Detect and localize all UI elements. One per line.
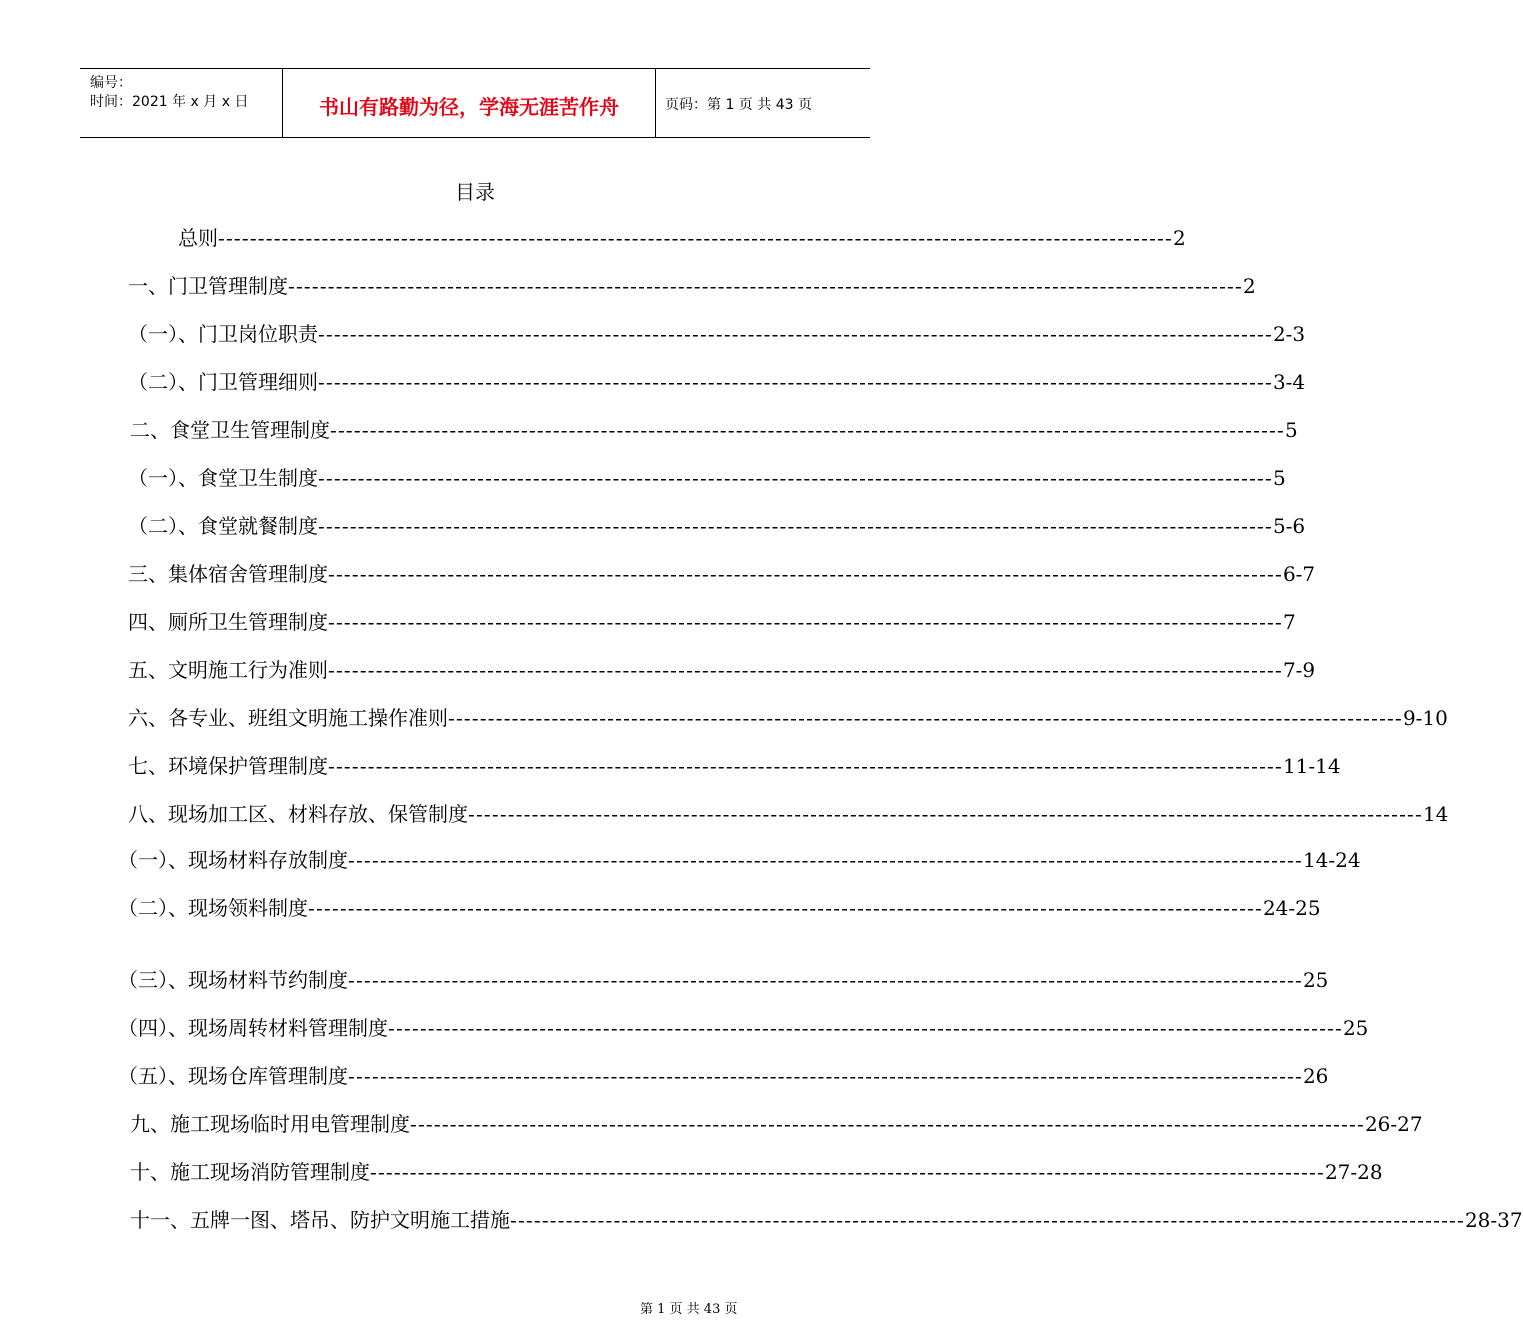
number-label: 编号： bbox=[90, 75, 132, 91]
toc-entry bbox=[128, 560, 1316, 588]
toc-entry bbox=[130, 416, 1298, 444]
toc-entry-page: 14-24 bbox=[1302, 848, 1361, 872]
toc-leader: ------------------------------------------------------------------------------------------------------------------------ bbox=[318, 466, 1273, 490]
toc-entry bbox=[128, 320, 1306, 348]
toc-entry-label: （二）、现场领料制度 bbox=[118, 896, 308, 920]
toc-entry-page: 9-10 bbox=[1402, 706, 1448, 730]
toc-entry bbox=[128, 272, 1256, 300]
toc-leader: ------------------------------------------------------------------------------------------------------------------------ bbox=[348, 848, 1303, 872]
toc-entry-label: （一）、现场材料存放制度 bbox=[118, 848, 348, 872]
toc-leader: ------------------------------------------------------------------------------------------------------------------------ bbox=[388, 1016, 1343, 1040]
toc-leader: ------------------------------------------------------------------------------------------------------------------------ bbox=[318, 322, 1273, 346]
header-page-cell bbox=[655, 69, 870, 137]
toc-entry bbox=[118, 1014, 1369, 1042]
toc-entry bbox=[128, 464, 1286, 492]
toc-entry-page: 2-3 bbox=[1272, 322, 1306, 346]
toc-entry bbox=[128, 512, 1306, 540]
toc-entry-label: 八、现场加工区、材料存放、保管制度 bbox=[128, 802, 468, 826]
toc-leader: ------------------------------------------------------------------------------------------------------------------------ bbox=[328, 658, 1283, 682]
toc-entry-page: 24-25 bbox=[1262, 896, 1321, 920]
toc-entry bbox=[118, 846, 1361, 874]
toc-entry-page: 7 bbox=[1282, 610, 1296, 634]
toc-entry-label: 二、食堂卫生管理制度 bbox=[130, 418, 330, 442]
page-footer: 第 1 页 共 43 页 bbox=[640, 1302, 738, 1317]
toc-entry-label: （三）、现场材料节约制度 bbox=[118, 968, 348, 992]
toc-entry-label: （一）、门卫岗位职责 bbox=[128, 322, 318, 346]
toc-leader: ------------------------------------------------------------------------------------------------------------------------ bbox=[328, 562, 1283, 586]
toc-entry-page: 25 bbox=[1342, 1016, 1369, 1040]
toc-leader: ------------------------------------------------------------------------------------------------------------------------ bbox=[328, 610, 1283, 634]
toc-entry-page: 5 bbox=[1272, 466, 1286, 490]
toc-entry-label: （四）、现场周转材料管理制度 bbox=[118, 1016, 388, 1040]
toc-leader: ------------------------------------------------------------------------------------------------------------------------ bbox=[318, 370, 1273, 394]
toc-entry-page: 14 bbox=[1422, 802, 1449, 826]
toc-leader: ------------------------------------------------------------------------------------------------------------------------ bbox=[318, 514, 1273, 538]
toc-entry-page: 25 bbox=[1302, 968, 1329, 992]
toc-leader: ------------------------------------------------------------------------------------------------------------------------ bbox=[468, 802, 1423, 826]
toc-leader: ------------------------------------------------------------------------------------------------------------------------ bbox=[510, 1208, 1465, 1232]
toc-leader: ------------------------------------------------------------------------------------------------------------------------ bbox=[410, 1112, 1365, 1136]
toc-entry-page: 2 bbox=[1172, 226, 1186, 250]
header-motto-cell bbox=[282, 69, 656, 137]
toc-leader: ------------------------------------------------------------------------------------------------------------------------ bbox=[288, 274, 1243, 298]
toc-entry bbox=[128, 656, 1316, 684]
page-info: 页码：第 1 页 共 43 页 bbox=[665, 97, 812, 113]
header-meta-cell bbox=[80, 69, 282, 137]
toc-entry-label: （二）、门卫管理细则 bbox=[128, 370, 318, 394]
toc-entry-label: 十一、五牌一图、塔吊、防护文明施工措施 bbox=[130, 1208, 510, 1232]
toc-entry bbox=[130, 1158, 1383, 1186]
toc-entry-label: 四、厕所卫生管理制度 bbox=[128, 610, 328, 634]
toc-entry-page: 26 bbox=[1302, 1064, 1329, 1088]
toc-entry-label: 九、施工现场临时用电管理制度 bbox=[130, 1112, 410, 1136]
toc-entry bbox=[128, 608, 1296, 636]
toc-entry bbox=[118, 894, 1321, 922]
toc-entry-label: 总则 bbox=[178, 226, 218, 250]
toc-leader: ------------------------------------------------------------------------------------------------------------------------ bbox=[348, 968, 1303, 992]
toc-entry-label: （二）、食堂就餐制度 bbox=[128, 514, 318, 538]
toc-leader: ------------------------------------------------------------------------------------------------------------------------ bbox=[308, 896, 1263, 920]
toc-entry-page: 2 bbox=[1242, 274, 1256, 298]
toc-entry-page: 26-27 bbox=[1364, 1112, 1423, 1136]
toc-leader: ------------------------------------------------------------------------------------------------------------------------ bbox=[370, 1160, 1325, 1184]
toc-entry bbox=[118, 1062, 1329, 1090]
toc-entry-label: 一、门卫管理制度 bbox=[128, 274, 288, 298]
toc-entry bbox=[128, 368, 1306, 396]
motto-text: 书山有路勤为径，学海无涯苦作舟 bbox=[319, 95, 619, 119]
toc-entry-page: 5 bbox=[1284, 418, 1298, 442]
toc-leader: ------------------------------------------------------------------------------------------------------------------------ bbox=[448, 706, 1403, 730]
toc-entry bbox=[128, 752, 1341, 780]
toc-entry bbox=[178, 224, 1186, 252]
toc-entry-page: 11-14 bbox=[1282, 754, 1341, 778]
toc-entry-label: 十、施工现场消防管理制度 bbox=[130, 1160, 370, 1184]
toc-entry-label: 三、集体宿舍管理制度 bbox=[128, 562, 328, 586]
toc-entry bbox=[128, 800, 1449, 828]
toc-leader: ------------------------------------------------------------------------------------------------------------------------ bbox=[348, 1064, 1303, 1088]
toc-leader: ------------------------------------------------------------------------------------------------------------------------ bbox=[218, 226, 1173, 250]
toc-entry-label: （五）、现场仓库管理制度 bbox=[118, 1064, 348, 1088]
toc-entry-page: 6-7 bbox=[1282, 562, 1316, 586]
toc-title: 目录 bbox=[455, 180, 495, 204]
toc-entry-label: 七、环境保护管理制度 bbox=[128, 754, 328, 778]
header-table bbox=[80, 68, 870, 138]
toc-leader: ------------------------------------------------------------------------------------------------------------------------ bbox=[328, 754, 1283, 778]
toc-entry bbox=[130, 1206, 1523, 1234]
toc-entry-label: 五、文明施工行为准则 bbox=[128, 658, 328, 682]
toc-leader: ------------------------------------------------------------------------------------------------------------------------ bbox=[330, 418, 1285, 442]
toc-entry bbox=[130, 1110, 1423, 1138]
toc-entry bbox=[118, 966, 1329, 994]
toc-entry bbox=[128, 704, 1448, 732]
toc-entry-page: 5-6 bbox=[1272, 514, 1306, 538]
toc-entry-label: （一）、食堂卫生制度 bbox=[128, 466, 318, 490]
toc-entry-page: 7-9 bbox=[1282, 658, 1316, 682]
toc-entry-page: 27-28 bbox=[1324, 1160, 1383, 1184]
toc-entry-page: 3-4 bbox=[1272, 370, 1306, 394]
toc-entry-label: 六、各专业、班组文明施工操作准则 bbox=[128, 706, 448, 730]
toc-entry-page: 28-37 bbox=[1464, 1208, 1523, 1232]
time-label: 时间：2021 年 x 月 x 日 bbox=[90, 94, 249, 110]
